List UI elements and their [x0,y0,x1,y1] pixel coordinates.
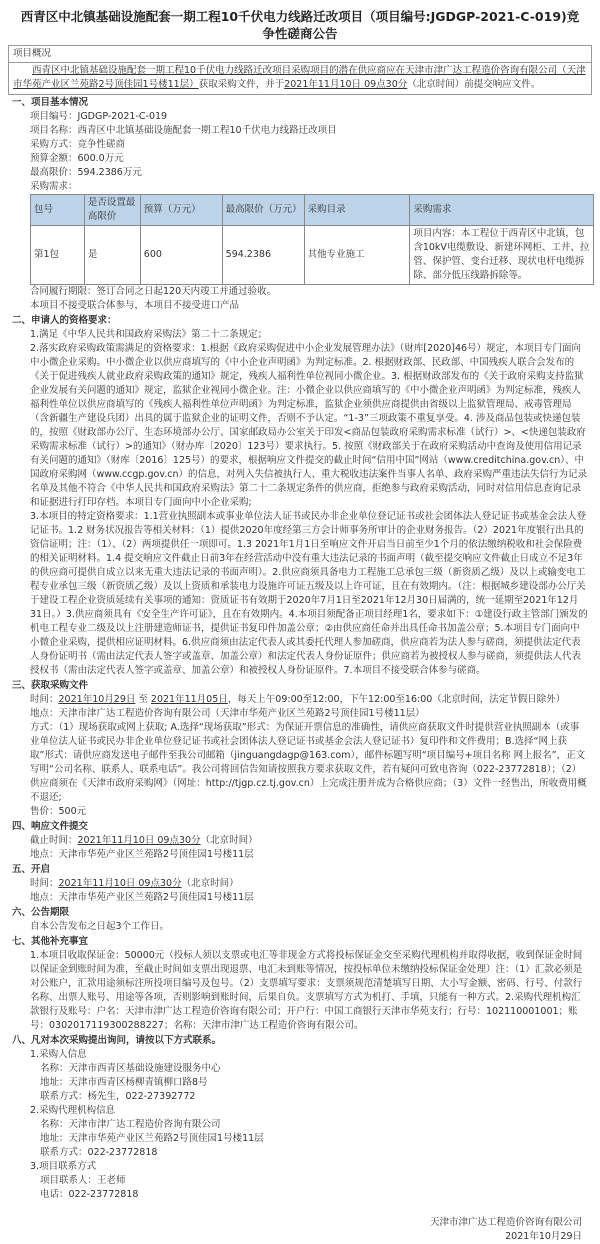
section-4-heading: 四、响应文件提交 [12,821,89,832]
col-header: 是否设置最高限价 [84,195,140,226]
cell-has-max: 是 [84,226,140,285]
info-row-project-name: 项目名称：西青区中北镇基础设施配套一期工程10千伏电力线路迁改项目 [30,125,337,136]
cell-requirement: 项目内容：本工程位于西青区中北镇，包含10kV电缆敷设、新建环网柜、工井、拉管、保护管、变台迁移、现状电杆电缆拆除、部分低压线路拆除等。 [410,226,594,285]
project-contact-heading: 3.项目联系方式 [30,1161,97,1172]
obtain-method: 方式：（1）现场获取或网上获取; A.选择“现场获取”形式：为保证开票信息的准确性，请供应商获取文件时提供营业执照副本（或事业单位法人证书或民办非企业单位登记证书或社会团体法人登记证书或基金会法人登记证书）复印件和文件费用；B.选择“网上获取”形式：请供应商发送电子邮件至我公司邮箱（jinguangdagp@163.com），邮件标题写明“项目编号+项目名称 网上报名”，正文写明“公司名称、联系人、联系电话”。我公司将回信告知请按照我方要求获取文件，若有疑问可致电咨询（022-23772818）；（2）供应商须在《天津市政府采购网》（网址：http://tjgp.cz.tj.gov.cn）上完成注册并成为合格供应商；（3）文件一经售出，所收费用概不退还; [30,722,587,803]
cell-catalog: 其他专业施工 [304,226,410,285]
open-time: 时间：2021年11月10日 09点30分（北京时间） [30,878,239,889]
basic-info-list [8,110,592,194]
overview-p1-b: 获取采购文件，并于 [198,79,285,90]
contract-period: 合同履行期限：签订合同之日起120天内竣工并通过验收。 [30,286,277,297]
section-2-heading: 二、申请人的资格要求： [12,315,117,326]
cell-package: 第1包 [31,226,85,285]
purchaser-address: 地址：天津市西青区杨柳青镇柳口路8号 [40,1077,208,1088]
overview-p1-address: 天津市津广达工程造价咨询有限公司（天津市华苑产业区兰苑路2号顶佳园1号楼11层） [13,65,586,90]
qualification-1: 1.满足《中华人民共和国政府采购法》第二十二条规定； [30,329,268,340]
purchaser-contact: 联系方式：杨先生，022-27392772 [40,1091,196,1102]
section-8-heading: 八、凡对本次采购提出询问，请按以下方式联系。 [12,1035,222,1046]
consortium-note: 本项目不接受联合体参与，本项目不接受进口产品 [30,300,240,311]
obtain-place: 地点：天津市津广达工程造价咨询有限公司（天津市华苑产业区兰苑路2号顶佳园1号楼11层） [30,708,425,719]
purchaser-heading: 1.采购人信息 [30,1049,87,1060]
overview-deadline: 2021年11月10日 09点30分 [284,79,408,90]
section-1-heading: 一、项目基本情况 [12,97,89,108]
section-7-heading: 七、其他补充事宜 [12,936,89,947]
section-5-heading: 五、开启 [12,864,51,875]
cell-max-price: 594.2386 [222,226,304,285]
table-row [31,226,594,285]
info-row-project-no: 项目编号：JGDGP-2021-C-019 [30,111,168,122]
purchaser-name: 名称：天津市西青区基础设施建设服务中心 [40,1063,221,1074]
qualification-2: 2.落实政府采购政策需满足的资格要求：1.根据《政府采购促进中小企业发展管理办法》（财库[2020]46号）规定，本项目专门面向中小微企业采购。中小微企业以供应商填写的《中小企业声明函》为判定标准。2. 根据财政部、民政部、中国残疾人联合会发布的《关于促进残疾人就业政府采购政策的通知》规定，残疾人福利性单位视同小微企业。3. 根据财政部发布的《关于政府采购支持监狱企业发展有关问题的通知》规定，监狱企业视同小微企业。注：小微企业以供应商填写的《中小微企业声明函》为判定标准，残疾人福利性单位以供应商填写的《残疾人福利性单位声明函》为判定标准，监狱企业须供应商提供由省级以上监狱管理局、戒毒管理局（含新疆生产建设兵团）出具的属于监狱企业的证明文件，否则不予认定。“1-3”三项政策不重复享受。4. 涉及商品包装或快递包装的，按照《财政部办公厅、生态环境部办公厅、国家邮政局办公室关于印发<商品包装政府采购需求标准（试行）>、<快递包装政府采购需求标准（试行）>的通知》（财办库〔2020〕123号）要求执行。5. 按照《财政部关于在政府采购活动中查询及使用信用记录有关问题的通知》（财库〔2016〕125号）的要求，根据响应文件提交的截止时间“信用中国”网站（www.creditchina.gov.cn）、中国政府采购网（www.ccgp.gov.cn）的信息，对列入失信被执行人、重大税收违法案件当事人名单、政府采购严重违法失信行为记录名单及其他不符合《中华人民共和国政府采购法》第二十二条规定条件的供应商，拒绝参与政府采购活动，同时对信用信息查询记录和证据进行打印存档。本项目专门面向中小企业采购; [30,343,587,508]
agency-address: 地址：天津市华苑产业区兰苑路2号顶佳园1号楼11层 [40,1133,264,1144]
submit-deadline: 截止时间：2021年11月10日 09点30分（北京时间） [30,835,258,846]
supplementary-text: 1.本项目收取保证金：50000元（投标人须以支票或电汇等非现金方式将投标保证金交至采购代理机构并取得收据，收到保证金时间以保证金到账时间为准，至截止时间如支票出现退票、电汇未到账等情况，按投标单位未缴纳投标保证金处理）注：（1）汇款必须是对公账户，汇款用途须标注所投项目编号及包号。（2）支票填写要求：支票须规范清楚填写日期、大小写金额、密码、行号、付款行名称、出票人账号、用途等各项，否则影响到账时间，后果自负。支票填写方式为机打、手填，只能有一种方式。2.采购代理机构汇款银行及账号：户名：天津市津广达工程造价咨询有限公司；开户行：中国工商银行天津市华苑支行；行号：102110001001；账号：0302017119300288227；名称：天津市津广达工程造价咨询有限公司。 [30,950,583,1031]
package-table [30,194,594,285]
section-3-heading: 三、获取采购文件 [12,680,89,691]
info-row-max-price: 最高限价：594.2386万元 [30,167,142,178]
open-place: 地点：天津市华苑产业区兰苑路2号顶佳园1号楼11层 [30,892,254,903]
overview-text [9,63,591,94]
project-overview-box [8,45,592,95]
submit-place: 地点：天津市华苑产业区兰苑路2号顶佳园1号楼11层 [30,849,254,860]
col-header: 包号 [31,195,85,226]
obtain-time: 时间：2021年10月29日 至 2021年11月05日，每天上午09:00至12:00，下午12:00至16:00（北京时间，法定节假日除外） [30,694,566,705]
agency-contact: 联系方式：022-23772818 [40,1147,158,1158]
project-contact-phone: 电话：022-23772818 [40,1189,139,1200]
obtain-price: 售价：500元 [30,806,87,817]
section-6-heading: 六、公告期限 [12,907,70,918]
info-row-requirements: 采购需求： [30,181,78,192]
col-header: 最高限价（万元） [222,195,304,226]
col-header: 预算（万元） [140,195,222,226]
signature-date: 2021年10月29日 [505,1231,582,1242]
overview-p1-c: （北京时间）前提交响应文件。 [407,79,541,90]
cell-budget: 600 [140,226,222,285]
overview-p1: 西青区中北镇基础设施配套一期工程10千伏电力线路迁改项目采购项目的潜在供应商应在 [32,65,406,76]
overview-heading: 项目概况 [9,46,591,63]
page-title: 西青区中北镇基础设施配套一期工程10千伏电力线路迁改项目（项目编号:JGDGP-2021-C-019)竞争性磋商公告 [20,9,580,41]
col-header: 采购目录 [304,195,410,226]
package-table-header [31,195,594,226]
agency-name: 名称：天津市津广达工程造价咨询有限公司 [40,1119,221,1130]
col-header: 采购需求 [410,195,594,226]
info-row-method: 采购方式：竞争性磋商 [30,139,126,150]
info-row-budget: 预算金额：600.0万元 [30,153,124,164]
notice-period: 自本公告发布之日起3个工作日。 [30,921,170,932]
signature-org: 天津市津广达工程造价咨询有限公司 [429,1217,582,1228]
project-contact-person: 项目联系人：王老师 [40,1175,126,1186]
qualification-3: 3.本项目的特定资格要求：1.1营业执照副本或事业单位法人证书或民办非企业单位登记证书或社会团体法人登记证书或基金会法人登记证书。1.2 财务状况报告等相关材料：（1）提供2020年度经第三方会计师事务所审计的企业财务报告。（2）2021年度银行出具的资信证明；注：（1）、（2）两项提供任一项即可。1.3 2021年1月1日至响应文件开启当日前至少1个月的依法缴纳税收和社会保险费的相关证明材料。1.4 提交响应文件截止日前3年在经营活动中没有重大违法记录的书面声明（截至提交响应文件截止日成立不足3年的供应商可提供自成立以来无重大违法记录的书面声明）。2.供应商须具备电力工程施工总承包三级（新资质乙级）及以上或输变电工程专业承包三级（新资质乙级）及以上资质和承装电力设施许可证五级及以上许可证，且在有效期内。（注：根据城乡建设部办公厅关于建设工程企业资质延续有关事项的通知：资质证书有效期于2020年7月1日至2021年12月30日届满的，统一延期至2021年12月31日。）3.供应商须具有《安全生产许可证》，且在有效期内。4.本项目须配备正项目经理1名，要求如下：①建设行政主管部门颁发的机电工程专业二级及以上注册建造师证书，提供证书复印件加盖公章；②由供应商任命并出具任命书加盖公章；5.本项目专门面向中小微企业采购，提供相应证明材料。6.供应商须由法定代表人或其委托代理人参加磋商，供应商若为法人参与磋商，须提供法定代表人身份证明书（需由法定代表人签字或盖章、加盖公章）和法定代表人身份证原件；供应商若为被授权人参与磋商，须提供法人代表授权书（需由法定代表人签字或盖章、加盖公章）和被授权人身份证原件。7.本项目不接受联合体参与磋商。 [30,511,588,676]
agency-heading: 2.采购代理机构信息 [30,1105,116,1116]
